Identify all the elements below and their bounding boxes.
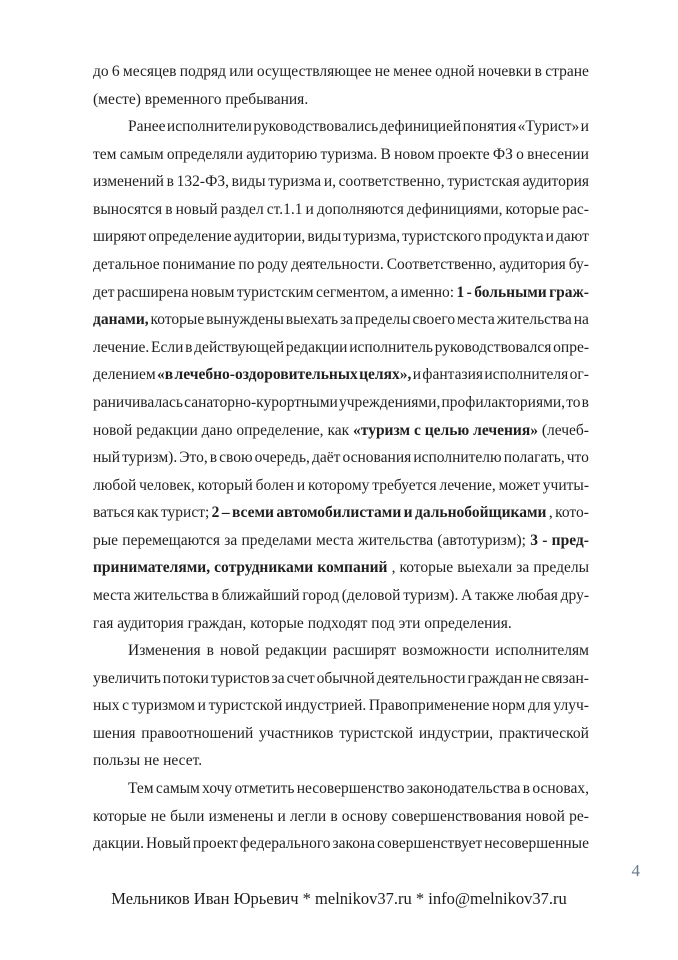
document-body-text	[93, 58, 589, 858]
text-line: раничивалась санаторно-курортными учреждениями, профилакториями, то в	[93, 393, 589, 411]
paragraph	[93, 775, 589, 858]
text-line: тем самым определяли аудиторию туризма. В новом проекте ФЗ о внесении	[93, 145, 589, 163]
paragraph	[93, 637, 589, 775]
page-footer: Мельников Иван Юрьевич * melnikov37.ru * info@melnikov37.ru	[111, 889, 567, 908]
text-line: пользы не несет.	[93, 752, 203, 770]
text-line: шения правоотношений участников туристской индустрии, практической	[93, 724, 589, 742]
text-line: лечение. Если в действующей редакции исполнитель руководствовался опре-	[93, 338, 589, 356]
text-line: (месте) временного пребывания.	[93, 90, 309, 108]
text-line: ных с туризмом и туристской индустрией. Правоприменение норм для улуч-	[93, 697, 589, 715]
text-line: выносятся в новый раздел ст.1.1 и дополняются дефинициями, которые рас-	[93, 200, 589, 218]
text-line: дет расширена новым туристским сегментом, а именно: 1 - больными граж-	[93, 283, 589, 301]
text-line: дакции. Новый проект федерального закона совершенствует несовершенные	[93, 835, 589, 853]
text-line: делением «в лечебно-оздоровительных целях», и фантазия исполнителя ог-	[93, 366, 589, 384]
text-line: любой человек, который болен и которому требуется лечение, может учиты-	[93, 476, 589, 494]
text-line: до 6 месяцев подряд или осуществляющее не менее одной ночевки в стране	[93, 63, 589, 80]
text-line: Ранее исполнители руководствовались дефиницией понятия «Турист» и	[128, 118, 589, 136]
text-line: Изменения в новой редакции расширят возможности исполнителям	[128, 642, 589, 660]
text-line: ный туризм). Это, в свою очередь, даёт основания исполнителю полагать, что	[93, 449, 589, 467]
text-line: гая аудитория граждан, которые подходят под эти определения.	[93, 614, 512, 632]
text-line: ваться как турист; 2 – всеми автомобилистами и дальнобойщиками , кото-	[93, 504, 589, 522]
text-line: которые не были изменены и легли в основу совершенствования новой ре-	[93, 807, 589, 825]
text-line: данами, которые вынуждены выехать за пределы своего места жительства на	[93, 311, 589, 329]
text-line: ширяют определение аудитории, виды туризма, туристского продукта и дают	[93, 228, 589, 246]
text-line: изменений в 132-ФЗ, виды туризма и, соответственно, туристская аудитория	[93, 173, 589, 191]
page-number: 4	[631, 861, 640, 880]
text-line: увеличить потоки туристов за счет обычной деятельности граждан не связан-	[93, 669, 589, 687]
text-line: места жительства в ближайший город (деловой туризм). А также любая дру-	[93, 586, 589, 604]
text-line: рые перемещаются за пределами места жительства (автотуризм); 3 - пред-	[93, 531, 589, 549]
text-line: новой редакции дано определение, как «туризм с целью лечения» (лечеб-	[93, 421, 589, 439]
text-line: принимателями, сотрудниками компаний , которые выехали за пределы	[93, 559, 589, 577]
text-line: детальное понимание по роду деятельности. Соответственно, аудитория бу-	[93, 256, 589, 274]
paragraph	[93, 58, 589, 113]
text-line: Тем самым хочу отметить несовершенство законодательства в основах,	[128, 780, 589, 798]
paragraph	[93, 113, 589, 637]
